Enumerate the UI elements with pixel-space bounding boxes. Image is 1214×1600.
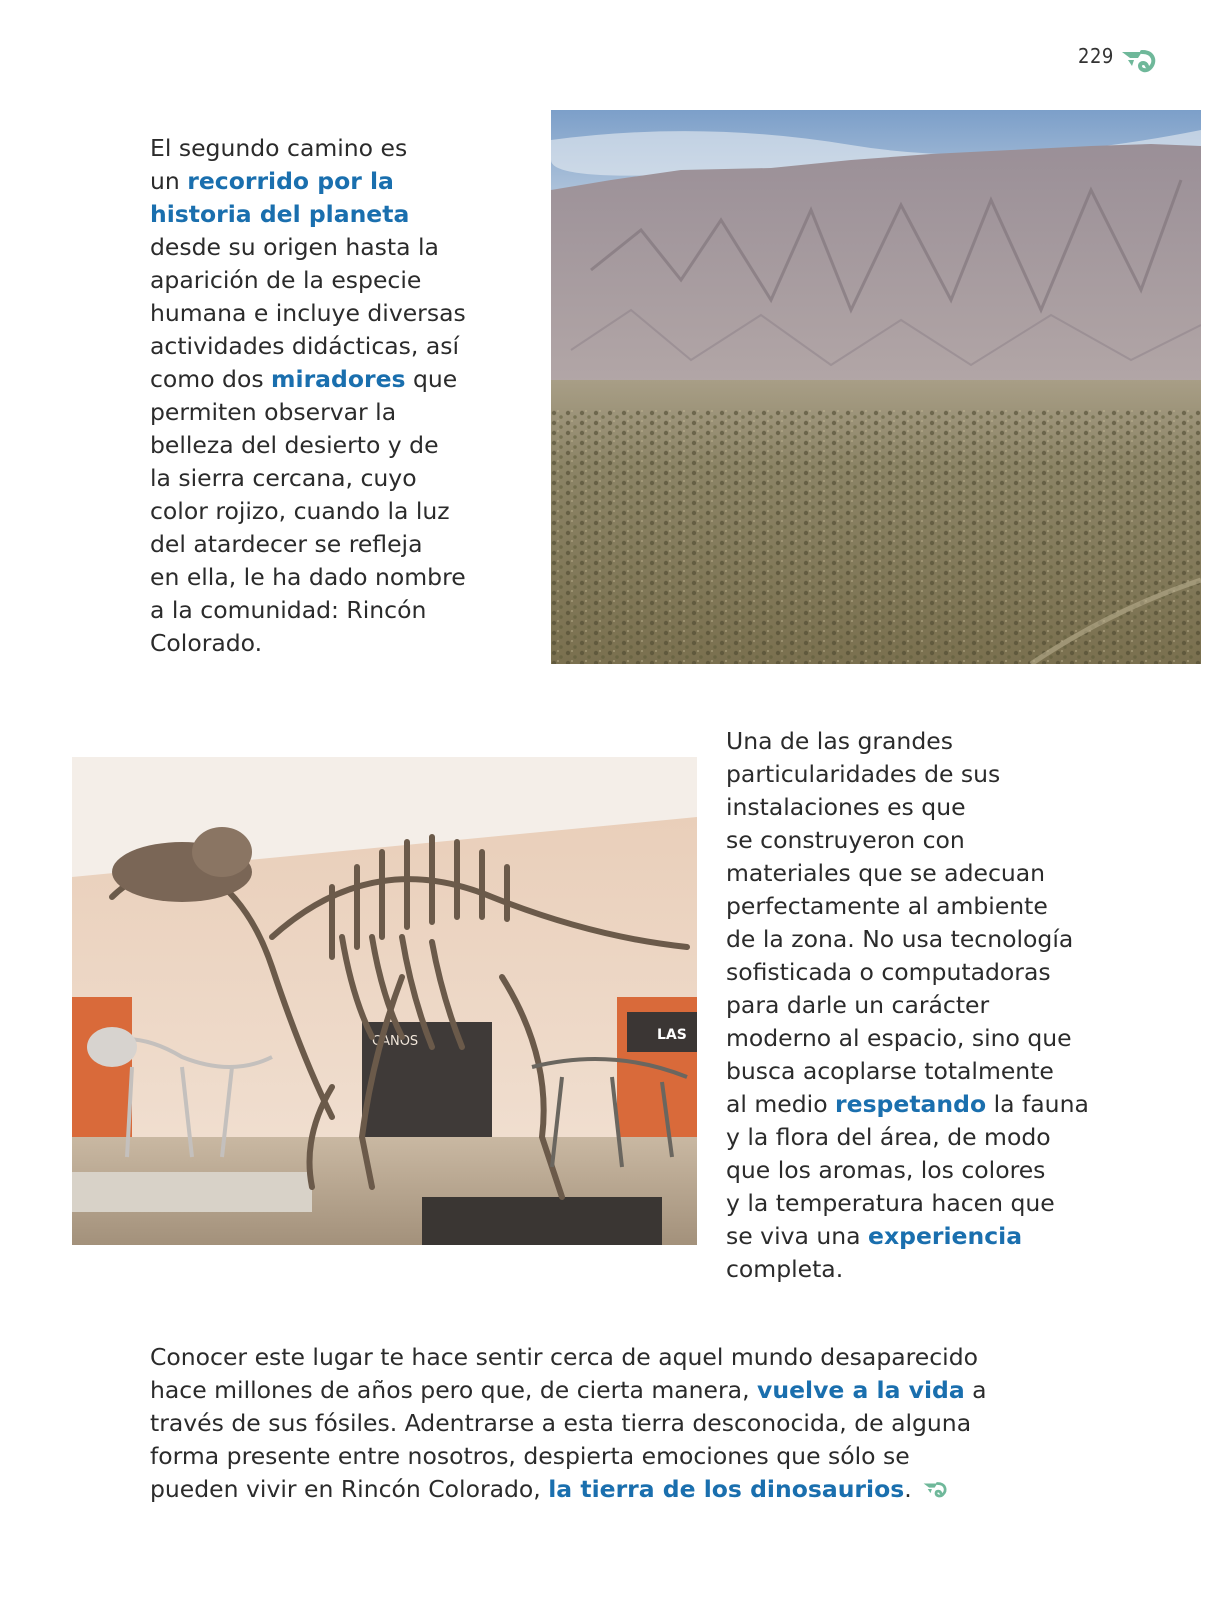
text-line (150, 1473, 987, 1506)
text-run: la sierra cercana, cuyo (150, 464, 417, 492)
text-line (150, 462, 466, 495)
facilities-paragraph (726, 725, 1089, 1286)
text-run: particularidades de sus (726, 760, 1001, 788)
text-run: instalaciones es que (726, 793, 966, 821)
text-run: en ella, le ha dado nombre (150, 563, 466, 591)
text-line (726, 857, 1089, 890)
quetzalcoatl-glyph-icon (1120, 44, 1160, 76)
text-run: perfectamente al ambiente (726, 892, 1048, 920)
highlighted-term: respetando (835, 1090, 987, 1118)
text-line (150, 1341, 987, 1374)
text-line (150, 528, 466, 561)
text-run: El segundo camino es (150, 134, 408, 162)
desert-landscape-photo (551, 110, 1201, 664)
dinosaur-museum-photo (72, 757, 697, 1245)
text-run: forma presente entre nosotros, despierta emociones que sólo se (150, 1442, 910, 1470)
text-line (150, 330, 466, 363)
text-line (150, 132, 466, 165)
text-run: al medio (726, 1090, 836, 1118)
quetzalcoatl-glyph-icon (922, 1478, 950, 1500)
intro-paragraph (150, 132, 466, 660)
text-run: como dos (150, 365, 272, 393)
text-line (150, 1374, 987, 1407)
text-run: a (964, 1376, 987, 1404)
text-run: permiten observar la (150, 398, 397, 426)
text-line (726, 758, 1089, 791)
text-line (726, 791, 1089, 824)
page-number: 229 (1078, 44, 1114, 68)
text-run: la fauna (986, 1090, 1089, 1118)
text-run: a la comunidad: Rincón (150, 596, 427, 624)
text-run: hace millones de años pero que, de cierta manera, (150, 1376, 758, 1404)
text-run: Una de las grandes (726, 727, 953, 755)
text-line (150, 165, 466, 198)
text-run: Colorado. (150, 629, 263, 657)
text-line (150, 297, 466, 330)
text-run: que los aromas, los colores (726, 1156, 1046, 1184)
text-run: se viva una (726, 1222, 869, 1250)
text-line (150, 396, 466, 429)
text-run: Conocer este lugar te hace sentir cerca de aquel mundo desaparecido (150, 1343, 978, 1371)
text-run: para darle un carácter (726, 991, 990, 1019)
text-line (726, 890, 1089, 923)
text-run: que (405, 365, 458, 393)
highlighted-term: miradores (271, 365, 406, 393)
text-line (150, 264, 466, 297)
highlighted-term: recorrido por la (187, 167, 394, 195)
closing-paragraph (150, 1341, 987, 1506)
text-run: humana e incluye diversas (150, 299, 466, 327)
text-run: . (904, 1475, 912, 1503)
text-run: se construyeron con (726, 826, 965, 854)
text-line (150, 1407, 987, 1440)
text-line (726, 1154, 1089, 1187)
text-line (726, 824, 1089, 857)
exhibit-sign-text: LAS (657, 1027, 687, 1043)
text-run: completa. (726, 1255, 844, 1283)
text-line (726, 923, 1089, 956)
text-run: busca acoplarse totalmente (726, 1057, 1054, 1085)
text-line (726, 956, 1089, 989)
text-line (726, 989, 1089, 1022)
highlighted-term: vuelve a la vida (757, 1376, 965, 1404)
highlighted-term: historia del planeta (150, 200, 410, 228)
text-run: belleza del desierto y de (150, 431, 439, 459)
text-run: y la flora del área, de modo (726, 1123, 1051, 1151)
exhibit-banner-text: CANOS (372, 1034, 419, 1049)
highlighted-term: experiencia (868, 1222, 1023, 1250)
text-run: desde su origen hasta la (150, 233, 439, 261)
text-line (726, 1055, 1089, 1088)
text-run: del atardecer se refleja (150, 530, 423, 558)
text-line (726, 725, 1089, 758)
text-line (150, 594, 466, 627)
text-run: aparición de la especie (150, 266, 422, 294)
text-line (150, 495, 466, 528)
text-run: sofisticada o computadoras (726, 958, 1051, 986)
text-line (150, 231, 466, 264)
text-line (150, 561, 466, 594)
text-line (726, 1187, 1089, 1220)
text-line (726, 1022, 1089, 1055)
text-line (726, 1253, 1089, 1286)
text-run: pueden vivir en Rincón Colorado, (150, 1475, 549, 1503)
text-line (150, 198, 466, 231)
text-run: moderno al espacio, sino que (726, 1024, 1072, 1052)
text-run: color rojizo, cuando la luz (150, 497, 450, 525)
text-line (726, 1088, 1089, 1121)
text-line (150, 627, 466, 660)
text-run: través de sus fósiles. Adentrarse a esta tierra desconocida, de alguna (150, 1409, 972, 1437)
text-run: y la temperatura hacen que (726, 1189, 1055, 1217)
text-run: un (150, 167, 188, 195)
text-line (150, 1440, 987, 1473)
text-line (150, 363, 466, 396)
highlighted-term: la tierra de los dinosaurios (548, 1475, 905, 1503)
text-line (150, 429, 466, 462)
text-line (726, 1220, 1089, 1253)
text-run: actividades didácticas, así (150, 332, 460, 360)
text-line (726, 1121, 1089, 1154)
text-run: materiales que se adecuan (726, 859, 1046, 887)
text-run: de la zona. No usa tecnología (726, 925, 1074, 953)
